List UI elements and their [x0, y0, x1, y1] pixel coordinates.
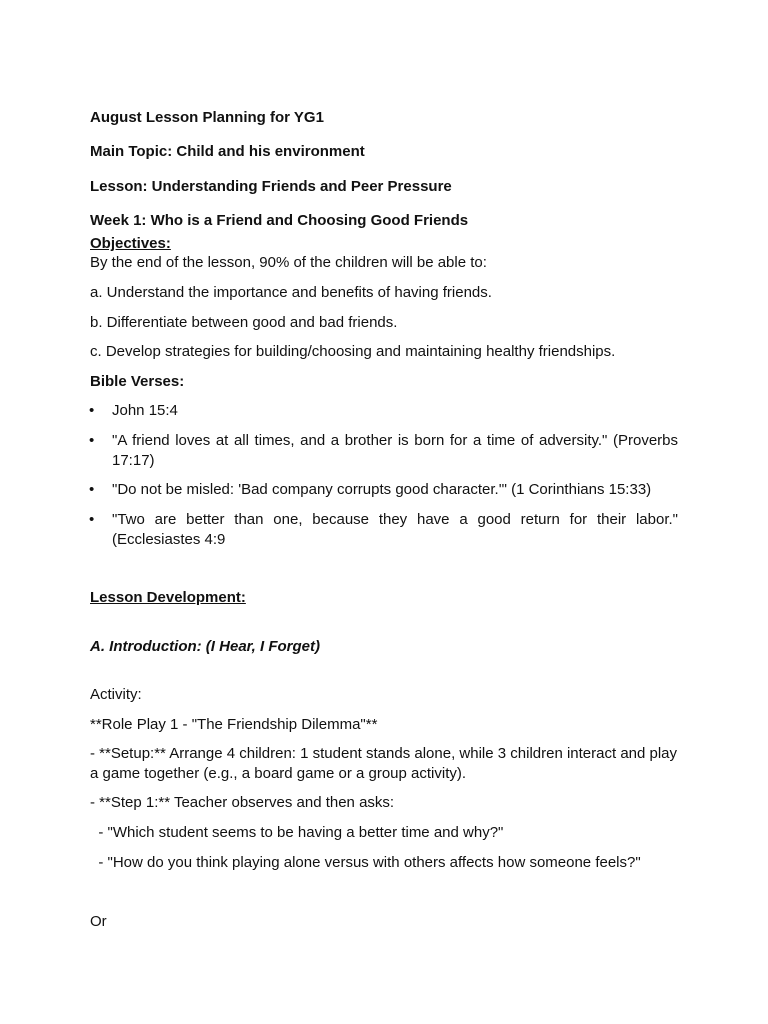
activity-label: Activity:	[90, 686, 142, 703]
list-item	[89, 510, 678, 550]
list-item	[89, 431, 678, 471]
verse-text: "Two are better than one, because they have a good return for their labor." (Ecclesiastes 4:9	[112, 511, 678, 548]
bullet-icon: •	[89, 402, 95, 419]
document-title: August Lesson Planning for YG1	[90, 109, 324, 126]
question-item: - "Which student seems to be having a better time and why?"	[90, 824, 504, 841]
or-text: Or	[90, 913, 107, 930]
objective-item: c. Develop strategies for building/choosing and maintaining healthy friendships.	[90, 343, 616, 360]
list-item	[89, 480, 678, 500]
week-title: Week 1: Who is a Friend and Choosing Good Friends	[90, 212, 469, 229]
objective-item: a. Understand the importance and benefits of having friends.	[90, 284, 492, 301]
verse-text: "Do not be misled: 'Bad company corrupts good character.'" (1 Corinthians 15:33)	[112, 481, 652, 498]
objectives-intro: By the end of the lesson, 90% of the children will be able to:	[90, 254, 487, 271]
verse-text: John 15:4	[112, 402, 178, 419]
objective-item: b. Differentiate between good and bad friends.	[90, 314, 398, 331]
list-item	[89, 401, 678, 421]
lesson-title: Lesson: Understanding Friends and Peer Pressure	[90, 178, 452, 195]
role-play-title: **Role Play 1 - "The Friendship Dilemma"**	[90, 716, 378, 733]
bullet-icon: •	[89, 511, 95, 528]
bible-verses-heading: Bible Verses:	[90, 373, 185, 390]
question-item: - "How do you think playing alone versus with others affects how someone feels?"	[90, 854, 641, 871]
main-topic: Main Topic: Child and his environment	[90, 143, 365, 160]
lesson-development-heading: Lesson Development:	[90, 589, 246, 606]
setup-text: - **Setup:** Arrange 4 children: 1 student stands alone, while 3 children interact and play a game together (e.g., a board game or a group activity).	[90, 745, 678, 782]
step-1-text: - **Step 1:** Teacher observes and then asks:	[90, 794, 395, 811]
bullet-icon: •	[89, 432, 95, 449]
objectives-heading: Objectives:	[90, 235, 171, 252]
verse-text: "A friend loves at all times, and a brother is born for a time of adversity." (Proverbs 17:17)	[112, 432, 678, 469]
section-a-heading: A. Introduction: (I Hear, I Forget)	[90, 638, 320, 655]
bullet-icon: •	[89, 481, 95, 498]
